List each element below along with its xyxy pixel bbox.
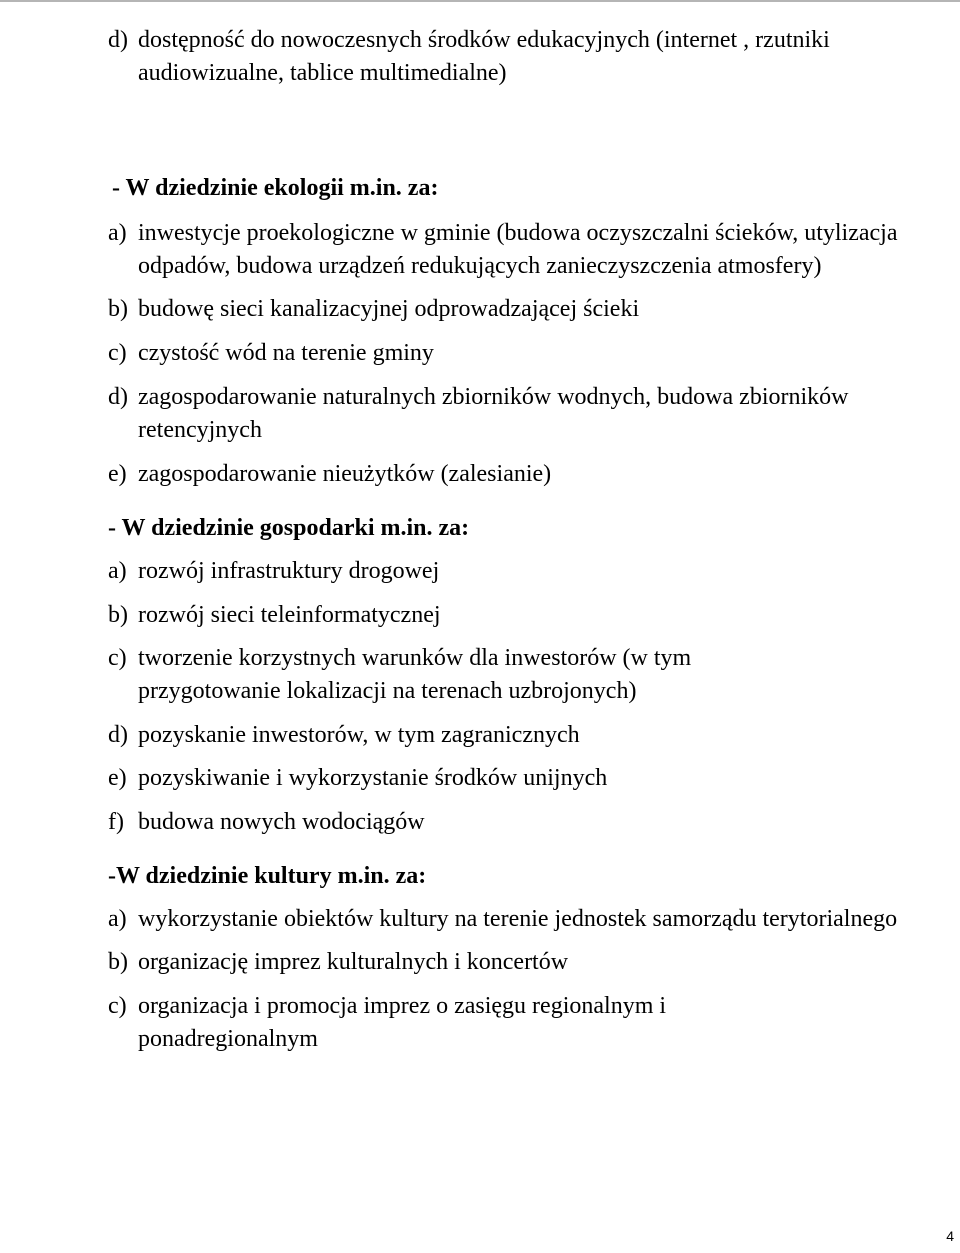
section-heading-ekologia: - W dziedzinie ekologii m.in. za: [112,175,439,201]
list-item-label: d) [108,384,128,410]
list-item-text: organizacja i promocja imprez o zasięgu regionalnym i ponadregionalnym [138,993,667,1052]
list-item-gospodarka-b [108,599,928,632]
list-item-text: budowę sieci kanalizacyjnej odprowadzającej ścieki [138,296,640,322]
list-item-text: czystość wód na terenie gminy [138,340,434,366]
list-item-gospodarka-a [108,555,928,588]
list-item-text: rozwój infrastruktury drogowej [138,558,440,584]
list-item-ekologia-b [108,293,928,326]
list-item-gospodarka-e [108,762,928,795]
list-item-text: wykorzystanie obiektów kultury na terenie jednostek samorządu terytorialnego [138,906,898,932]
list-item-ekologia-c [108,337,928,370]
list-item-kultura-c [108,990,768,1056]
list-item-kultura-b [108,946,928,979]
list-item-gospodarka-d [108,719,928,752]
list-item-label: a) [108,906,127,932]
list-item-text: rozwój sieci teleinformatycznej [138,602,441,628]
list-item-kultura-a [108,903,898,936]
list-item-ekologia-d [108,381,868,447]
list-item-gospodarka-f [108,806,928,839]
list-item-text: tworzenie korzystnych warunków dla inwestorów (w tym przygotowanie lokalizacji na terenach uzbrojonych) [138,645,692,704]
list-item-text: pozyskiwanie i wykorzystanie środków unijnych [138,765,608,791]
section-heading-gospodarka: - W dziedzinie gospodarki m.in. za: [108,515,470,541]
list-item-text: dostępność do nowoczesnych środków edukacyjnych (internet , rzutniki audiowizualne, tablice multimedialne) [138,27,830,86]
list-item-label: e) [108,461,127,487]
list-item-label: f) [108,809,124,835]
list-item-label: c) [108,645,127,671]
list-item-label: c) [108,340,127,366]
list-item-label: d) [108,722,128,748]
list-item-text: budowa nowych wodociągów [138,809,425,835]
list-item-label: a) [108,558,127,584]
list-item-label: a) [108,220,127,246]
section-heading-kultura: -W dziedzinie kultury m.in. za: [108,863,427,889]
list-item-text: pozyskanie inwestorów, w tym zagranicznych [138,722,580,748]
page-number: 4 [946,1228,954,1244]
list-item-text: inwestycje proekologiczne w gminie (budowa oczyszczalni ścieków, utylizacja odpadów, budowa urządzeń redukujących zanieczyszczenia atmosfery) [138,220,898,279]
list-item-label: b) [108,602,128,628]
list-item-text: organizację imprez kulturalnych i koncertów [138,949,569,975]
list-item-ekologia-e [108,458,928,491]
list-item-label: e) [108,765,127,791]
list-item-text: zagospodarowanie naturalnych zbiorników wodnych, budowa zbiorników retencyjnych [138,384,849,443]
list-item-label: d) [108,27,128,53]
list-item-label: c) [108,993,127,1019]
list-item-label: b) [108,296,128,322]
list-item-intro-d [108,24,888,90]
top-rule [0,0,960,2]
list-item-text: zagospodarowanie nieużytków (zalesianie) [138,461,552,487]
list-item-label: b) [108,949,128,975]
document-body [108,24,928,1056]
list-item-ekologia-a [108,217,938,283]
list-item-gospodarka-c [108,642,828,708]
